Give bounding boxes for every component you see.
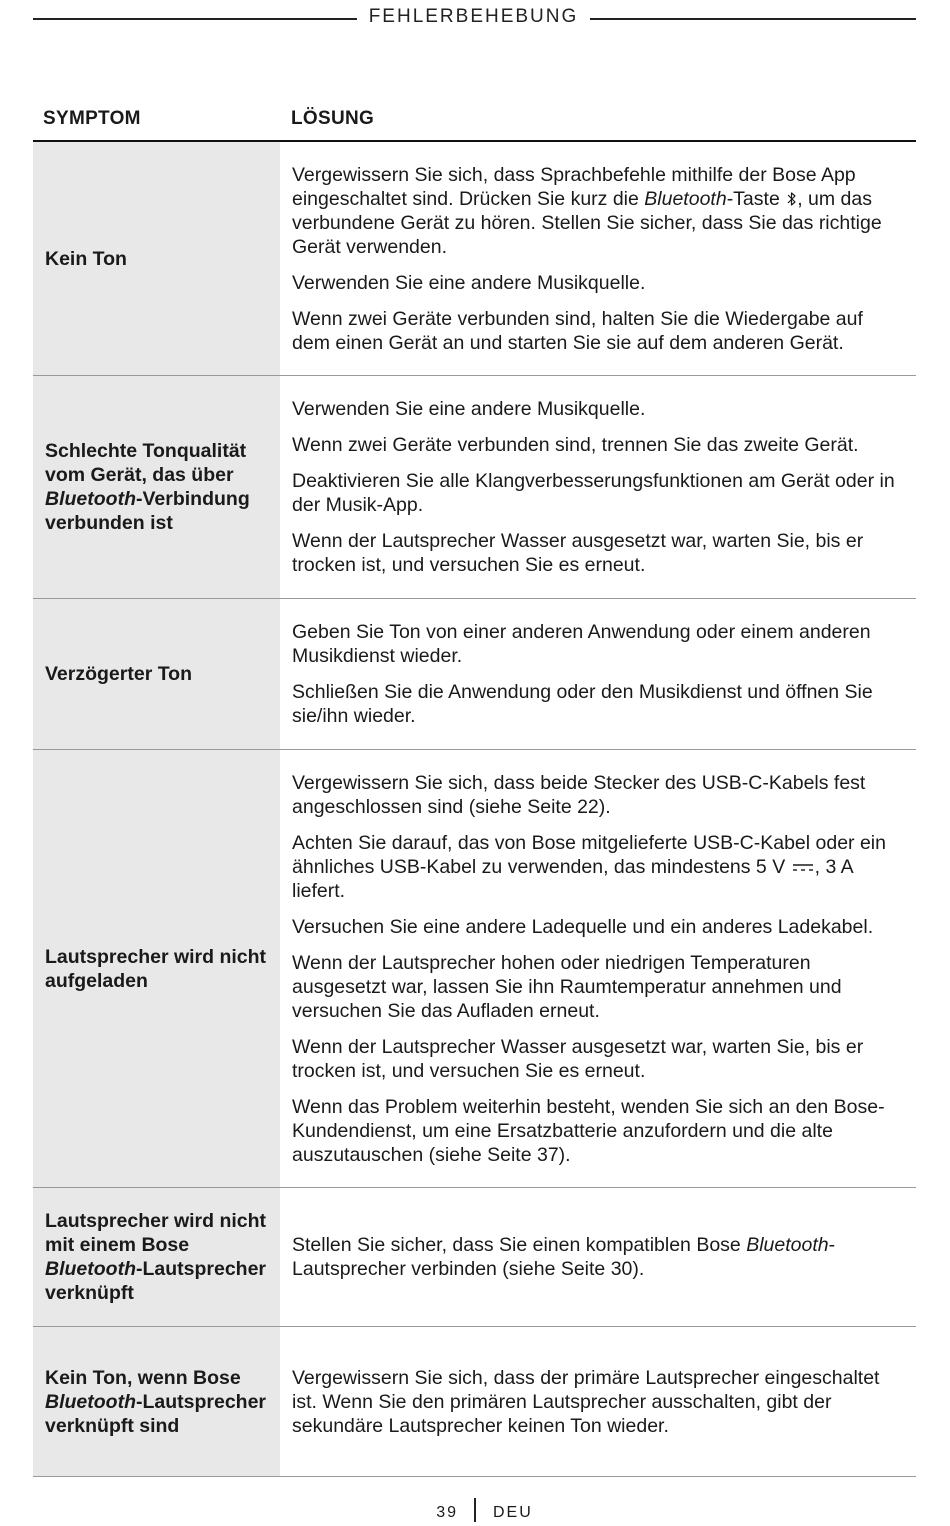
symptom-cell (33, 142, 280, 375)
solution-cell (280, 142, 916, 375)
troubleshooting-table (33, 100, 916, 1477)
solution-item: Geben Sie Ton von einer anderen Anwendung oder einem anderen Musikdienst wieder. (292, 621, 871, 667)
solution-item: Wenn der Lautsprecher Wasser ausgesetzt war, warten Sie, bis er trocken ist, und versuchen Sie es erneut. (292, 530, 864, 576)
header-rule-left (33, 18, 357, 20)
solution-cell (280, 750, 916, 1187)
solution-item: Wenn der Lautsprecher hohen oder niedrigen Temperaturen ausgesetzt war, lassen Sie ihn Raumtemperatur annehmen und versuchen Sie das Aufladen erneut. (292, 951, 842, 1022)
solution-item: Versuchen Sie eine andere Ladequelle und ein anderes Ladekabel. (292, 915, 874, 938)
solution-item: Achten Sie darauf, das von Bose mitgelieferte USB-C-Kabel oder ein ähnliches USB-Kabel zu verwenden, das mindestens 5 V , 3 A liefert. (292, 831, 886, 902)
page-footer (0, 1498, 950, 1526)
table-header (33, 100, 916, 142)
symptom-cell (33, 1188, 280, 1326)
table-row (33, 750, 916, 1188)
symptom-text: Kein Ton, wenn Bose Bluetooth-Lautsprecher verknüpft sind (45, 1366, 267, 1437)
language-code: DEU (493, 1504, 533, 1521)
solution-item: Verwenden Sie eine andere Musikquelle. (292, 398, 646, 420)
solution-item: Deaktivieren Sie alle Klangverbesserungsfunktionen am Gerät oder in der Musik-App. (292, 470, 895, 516)
solution-item: Vergewissern Sie sich, dass der primäre Lautsprecher eingeschaltet ist. Wenn Sie den primären Lautsprecher ausschalten, gibt der sekundäre Lautsprecher keinen Ton wieder. (292, 1366, 880, 1437)
solution-cell (280, 376, 916, 598)
solution-item: Verwenden Sie eine andere Musikquelle. (292, 271, 646, 294)
table-row (33, 376, 916, 599)
symptom-cell (33, 1327, 280, 1476)
solution-cell (280, 599, 916, 749)
dc-symbol-icon (792, 861, 814, 873)
solution-item: Schließen Sie die Anwendung oder den Musikdienst und öffnen Sie sie/ihn wieder. (292, 681, 873, 727)
solution-cell (280, 1188, 916, 1326)
symptom-text: Lautsprecher wird nicht aufgeladen (45, 945, 267, 992)
symptom-text: Verzögerter Ton (45, 663, 193, 685)
column-header-symptom: SYMPTOM (43, 108, 141, 129)
symptom-cell (33, 376, 280, 598)
symptom-text: Schlechte Tonqualität vom Gerät, das über Bluetooth-Verbindung verbunden ist (45, 440, 250, 534)
solution-item: Stellen Sie sicher, dass Sie einen kompatiblen Bose Bluetooth-Lautsprecher verbinden (siehe Seite 30). (292, 1234, 836, 1280)
bluetooth-icon (787, 191, 797, 207)
symptom-text: Kein Ton (45, 247, 127, 270)
symptom-text: Lautsprecher wird nicht mit einem Bose Bluetooth-Lautsprecher verknüpft (45, 1210, 267, 1304)
solution-item: Wenn der Lautsprecher Wasser ausgesetzt war, warten Sie, bis er trocken ist, und versuchen Sie es erneut. (292, 1035, 864, 1082)
symptom-cell (33, 750, 280, 1187)
symptom-cell (33, 599, 280, 749)
solution-item: Vergewissern Sie sich, dass beide Stecker des USB-C-Kabels fest angeschlossen sind (siehe Seite 22). (292, 771, 866, 818)
section-title: FEHLERBEHEBUNG (368, 6, 579, 27)
table-row (33, 1188, 916, 1327)
column-header-solution: LÖSUNG (291, 108, 375, 129)
page-number: 39 (436, 1504, 458, 1521)
footer-divider (474, 1498, 476, 1522)
table-row (33, 1327, 916, 1477)
solution-item: Wenn das Problem weiterhin besteht, wenden Sie sich an den Bose-Kundendienst, um eine Ersatzbatterie anzufordern und die alte auszutauschen (siehe Seite 37). (292, 1095, 885, 1166)
page-header (33, 6, 916, 32)
solution-cell (280, 1327, 916, 1476)
header-rule-right (590, 18, 916, 20)
table-row (33, 599, 916, 750)
solution-item: Vergewissern Sie sich, dass Sprachbefehle mithilfe der Bose App eingeschaltet sind. Drücken Sie kurz die Bluetooth-Taste , um das verbundene Gerät zu hören. Stellen Sie sicher, dass Sie das richtige Gerät verwenden. (292, 163, 882, 258)
solution-item: Wenn zwei Geräte verbunden sind, halten Sie die Wiedergabe auf dem einen Gerät an und starten Sie sie auf dem anderen Gerät. (292, 307, 863, 354)
table-row (33, 142, 916, 376)
solution-item: Wenn zwei Geräte verbunden sind, trennen Sie das zweite Gerät. (292, 434, 859, 456)
